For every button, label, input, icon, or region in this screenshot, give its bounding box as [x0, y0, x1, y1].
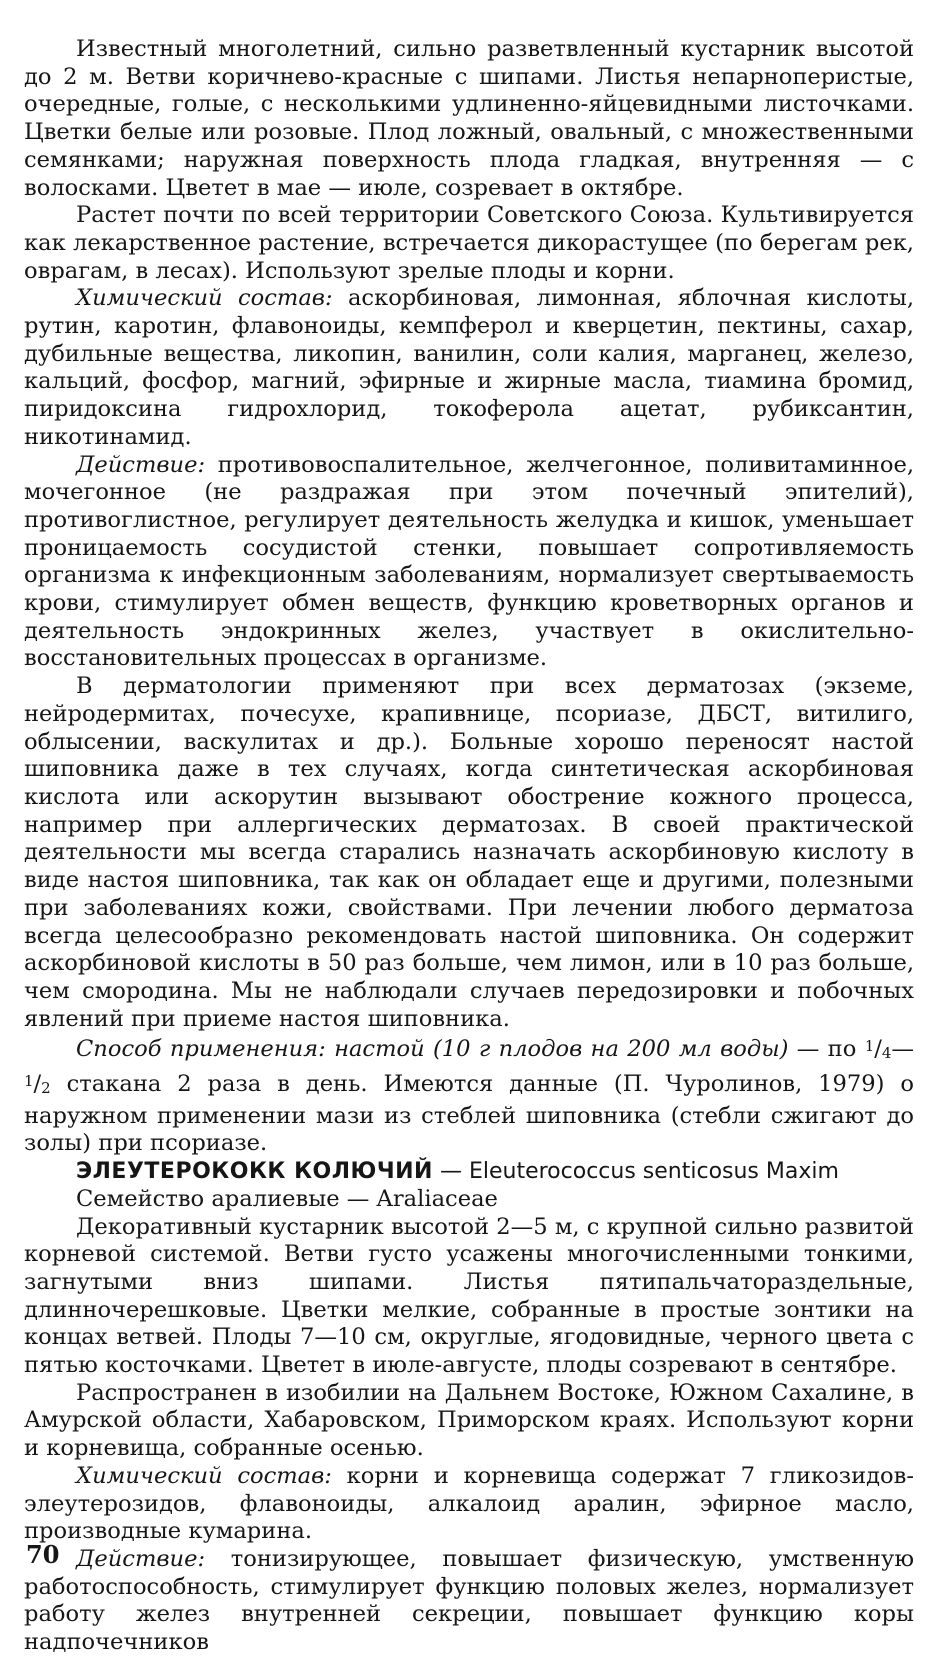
chemistry-label: Химический состав: [76, 285, 333, 312]
eleuthero-name-sep: — [432, 1159, 469, 1185]
eleuthero-chemistry-text: корни и корневища содержат 7 гликозидов-элеутерозидов, флавоноиды, алкалоид аралин, эфирное масло, производные кумарина. [24, 1462, 915, 1545]
fraction-separator: — [891, 1036, 914, 1063]
eleuthero-description: Декоративный кустарник высотой 2—5 м, с крупной сильно развитой корневой системой. Ветви густо усажены многочисленными тонкими, загнутыми вниз шипами. Листья пятипальчатораздельные, длинночерешковые. Цветки мелкие, собранные в простые зонтики на концах ветвей. Плоды 7—10 см, округлые, ягодовидные, черного цвета с пятью косточками. Цветет в июле-августе, плоды созревают в сентябре. [24, 1213, 914, 1379]
method-label: Способ применения: [76, 1036, 326, 1063]
eleuthero-chemistry-label: Химический состав: [76, 1462, 332, 1489]
action-label: Действие: [76, 451, 206, 478]
fraction-quarter: $^1$/4 [864, 1036, 892, 1063]
rosehip-action [24, 452, 914, 674]
eleuthero-name-lat: Eleuterococcus senticosus Maxim [468, 1159, 839, 1185]
page-number: 70 [26, 1540, 60, 1569]
eleuthero-chemistry [24, 1463, 914, 1546]
rosehip-description: Известный многолетний, сильно разветвленный кустарник высотой до 2 м. Ветви коричнево-красные с шипами. Листья непарноперистые, очередные, голые, с несколькими удлиненно-яйцевидными листочками. Цветки белые или розовые. Плод ложный, овальный, с множественными семянками; наружная поверхность плода гладкая, внутренняя — с волосками. Цветет в мае — июле, созревает в октябре. [24, 36, 914, 201]
eleuthero-family: Семейство аралиевые — Araliaceae [76, 1185, 498, 1212]
rosehip-habitat: Растет почти по всей территории Советского Союза. Культивируется как лекарственное растение, встречается дикорастущее (по берегам рек, оврагам, в лесах). Используют зрелые плоды и корни. [24, 202, 914, 284]
eleuthero-habitat: Распространен в изобилии на Дальнем Востоке, Южном Сахалине, в Амурской области, Хабаровском, Приморском краях. Используют корни и корневища, собранные осенью. [24, 1379, 914, 1462]
rosehip-method [24, 1033, 914, 1158]
eleuthero-action-label: Действие: [76, 1545, 206, 1572]
method-dash: — по [788, 1036, 865, 1063]
method-rest: стакана 2 раза в день. Имеются данные (П. Чуролинов, 1979) о наружном применении мази из стеблей шиповника (стебли сжигают до золы) при псориазе. [24, 1071, 914, 1157]
eleuthero-action [24, 1546, 914, 1657]
action-text: противовоспалительное, желчегонное, поливитаминное, мочегонное (не раздражая при этом почечный эпителий), противоглистное, регулирует деятельность желудка и кишок, уменьшает проницаемость сосудистой стенки, повышает сопротивляемость организма к инфекционным заболеваниям, нормализует свертываемость крови, стимулирует обмен веществ, функцию кроветворных органов и деятельность эндокринных желез, участвует в окислительно-восстановительных процессах в организме. [24, 451, 914, 672]
eleuthero-heading [24, 1158, 914, 1186]
eleuthero-action-text: тонизирующее, повышает физическую, умственную работоспособность, стимулирует функцию половых желез, нормализует работу желез внутренней секреции, повышает функцию коры надпочечников [24, 1545, 914, 1656]
rosehip-chemistry [24, 285, 914, 451]
rosehip-dermatology: В дерматологии применяют при всех дерматозах (экземе, нейродермитах, почесухе, крапивнице, псориазе, ДБСТ, витилиго, облысении, васкулитах и др.). Больные хорошо переносят настой шиповника даже в тех случаях, когда синтетическая аскорбиновая кислота или аскорутин вызывают обострение кожного процесса, например при аллергических дерматозах. В своей практической деятельности мы всегда старались назначать аскорбиновую кислоту в виде настоя шиповника, так как он обладает еще и другими, полезными при заболеваниях кожи, свойствами. При лечении любого дерматоза всегда целесообразно рекомендовать настой шиповника. Он содержит аскорбиновой кислоты в 50 раз больше, чем лимон, или в 10 раз больше, чем смородина. Мы не наблюдали случаев передозировки и побочных явлений при приеме настоя шиповника. [24, 673, 914, 1032]
chemistry-text: аскорбиновая, лимонная, яблочная кислоты, рутин, каротин, флавоноиды, кемпферол и кверцетин, пектины, сахар, дубильные вещества, ликопин, ванилин, соли калия, марганец, железо, кальций, фосфор, магний, эфирные и жирные масла, тиамина бромид, пиридоксина гидрохлорид, токоферола ацетат, рубиксантин, никотинамид. [24, 285, 914, 450]
page-text [24, 36, 914, 1657]
method-italic: настой (10 г плодов на 200 мл воды) [325, 1036, 789, 1063]
eleuthero-name-ru: ЭЛЕУТЕРОКОКК КОЛЮЧИЙ [76, 1159, 433, 1185]
fraction-half: $^1$/2 [24, 1071, 51, 1098]
